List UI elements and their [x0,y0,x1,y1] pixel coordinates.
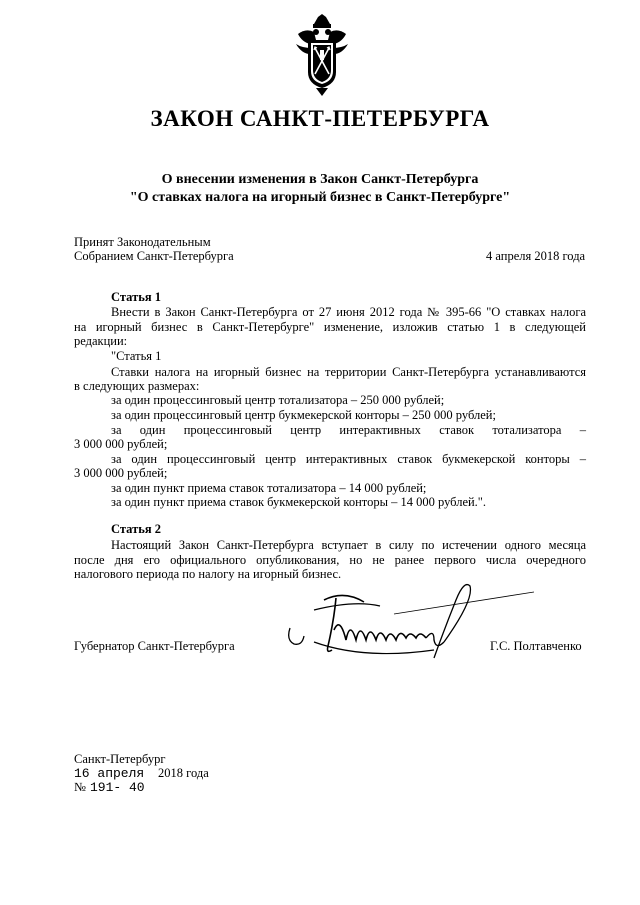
quote-heading: "Статья 1 [111,349,162,363]
article-1-body-line: в следующих размерах: [74,379,200,393]
footer-date-year: 2018 года [158,766,209,780]
article-1-intro-line: редакции: [74,334,128,348]
rate-line: 3 000 000 рублей; [74,466,168,480]
rate-line: 3 000 000 рублей; [74,437,168,451]
governor-position: Губернатор Санкт-Петербурга [74,639,235,653]
rate-line: за один пункт приема ставок тотализатора – 14 000 рублей; [111,481,427,495]
handwritten-signature [284,580,534,675]
coat-of-arms-icon [292,14,352,96]
adoption-line-1: Принят Законодательным [74,235,211,249]
article-2-body-line: после дня его официального опубликования, но не ранее первого числа очередного [74,553,586,567]
subtitle-line-2: "О ставках налога на игорный бизнес в Санкт-Петербурге" [129,190,511,205]
adoption-line-2: Собранием Санкт-Петербурга [74,249,234,263]
article-1-heading: Статья 1 [111,290,161,304]
rate-line: за один процессинговый центр букмекерской конторы – 250 000 рублей; [111,408,496,422]
footer-number: 191- 40 [90,780,145,795]
article-2-heading: Статья 2 [111,522,161,536]
footer-city: Санкт-Петербург [74,752,166,766]
article-1-body-line: Ставки налога на игорный бизнес на территории Санкт-Петербурга устанавливаются [111,365,586,379]
article-1-intro-line: на игорный бизнес в Санкт-Петербурге" изменение, изложив статью 1 в следующей [74,320,586,334]
document-title: ЗАКОН САНКТ-ПЕТЕРБУРГА [150,106,490,131]
subtitle-line-1: О внесении изменения в Закон Санкт-Петербурга [161,172,479,187]
rate-line: за один пункт приема ставок букмекерской конторы – 14 000 рублей.". [111,495,487,509]
rate-line: за один процессинговый центр интерактивных ставок тотализатора – [111,423,586,437]
article-1-intro-line: Внести в Закон Санкт-Петербурга от 27 июня 2012 года № 395-66 "О ставках налога [111,305,586,319]
footer-date-day: 16 апреля [74,766,145,781]
adoption-date: 4 апреля 2018 года [486,249,586,263]
rate-line: за один процессинговый центр тотализатора – 250 000 рублей; [111,393,445,407]
article-2-body-line: Настоящий Закон Санкт-Петербурга вступает в силу по истечении одного месяца [111,538,586,552]
governor-name: Г.С. Полтавченко [490,639,582,653]
article-2-body-line: налогового периода по налогу на игорный бизнес. [74,567,342,581]
footer-number-prefix: № [74,780,86,794]
rate-line: за один процессинговый центр интерактивных ставок букмекерской конторы – [111,452,586,466]
